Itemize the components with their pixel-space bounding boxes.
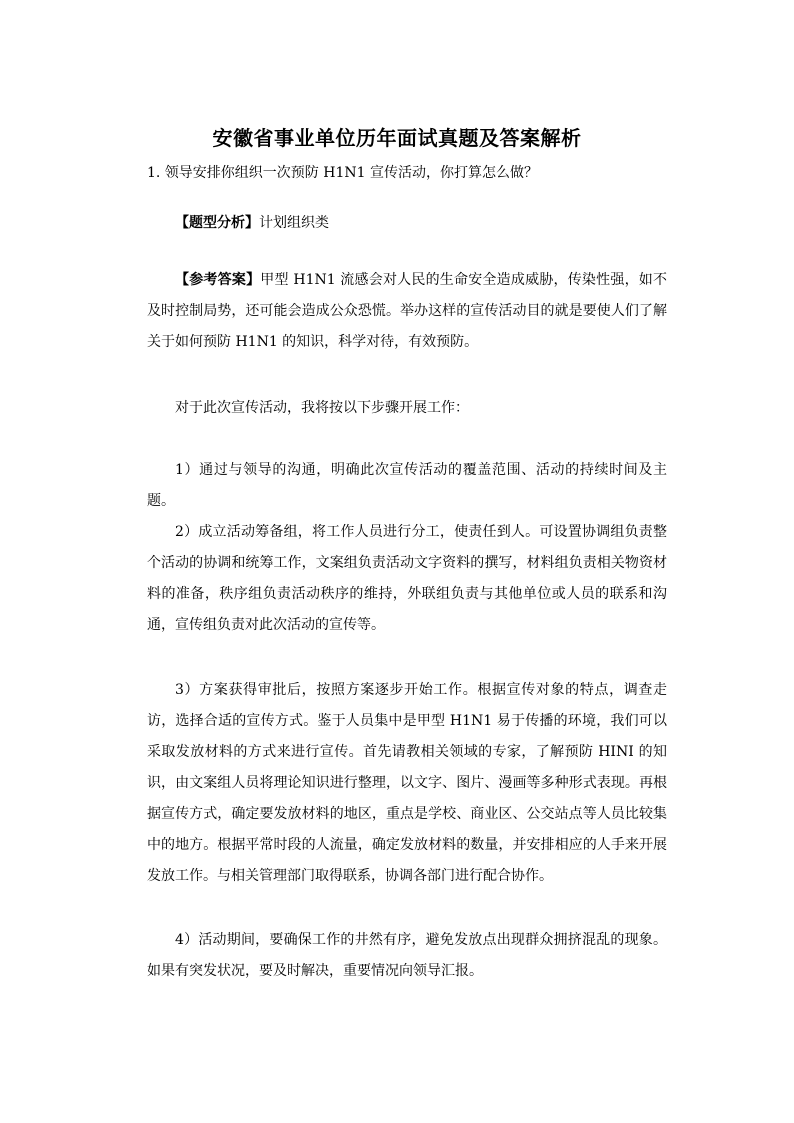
question-text: 1. 领导安排你组织一次预防 H1N1 宣传活动，你打算怎么做？	[147, 165, 538, 181]
analysis-line	[175, 212, 329, 232]
step-paragraph-1: 1）通过与领导的沟通，明确此次宣传活动的覆盖范围、活动的持续时间及主题。	[147, 462, 667, 509]
answer-label: 【参考答案】	[175, 272, 261, 288]
step-paragraph-3: 3）方案获得审批后，按照方案逐步开始工作。根据宣传对象的特点，调查走访，选择合适的宣传方式。鉴于人员集中是甲型 H1N1 易于传播的环境，我们可以采取发放材料的方式来进行宣传。首先请教相关领域的专家，了解预防 HINI 的知识，由文案组人员将理论知识进行整理，以文字、图片、漫画等多种形式表现。再根据宣传方式，确定要发放材料的地区，重点是学校、商业区、公交站点等人员比较集中的地方。根据平常时段的人流量，确定发放材料的数量，并安排相应的人手来开展发放工作。与相关管理部门取得联系，协调各部门进行配合协作。	[147, 682, 667, 884]
step-paragraph-4: 4）活动期间，要确保工作的井然有序，避免发放点出现群众拥挤混乱的现象。如果有突发状况，要及时解决，重要情况向领导汇报。	[147, 932, 667, 979]
analysis-text: 计划组织类	[259, 215, 329, 231]
step-paragraph-2: 2）成立活动筹备组，将工作人员进行分工，使责任到人。可设置协调组负责整个活动的协调和统筹工作，文案组负责活动文字资料的撰写，材料组负责相关物资材料的准备，秩序组负责活动秩序的维持，外联组负责与其他单位或人员的联系和沟通，宣传组负责对此次活动的宣传等。	[147, 524, 667, 633]
document-title: 安徽省事业单位历年面试真题及答案解析	[212, 126, 582, 150]
analysis-label: 【题型分析】	[175, 215, 259, 231]
answer-paragraph	[147, 265, 667, 358]
intro-paragraph: 对于此次宣传活动，我将按以下步骤开展工作：	[175, 400, 469, 416]
answer-text: 甲型 H1N1 流感会对人民的生命安全造成威胁，传染性强，如不及时控制局势，还可能会造成公众恐慌。举办这样的宣传活动目的就是要使人们了解关于如何预防 H1N1 的知识，科学对待，有效预防。	[147, 272, 667, 350]
